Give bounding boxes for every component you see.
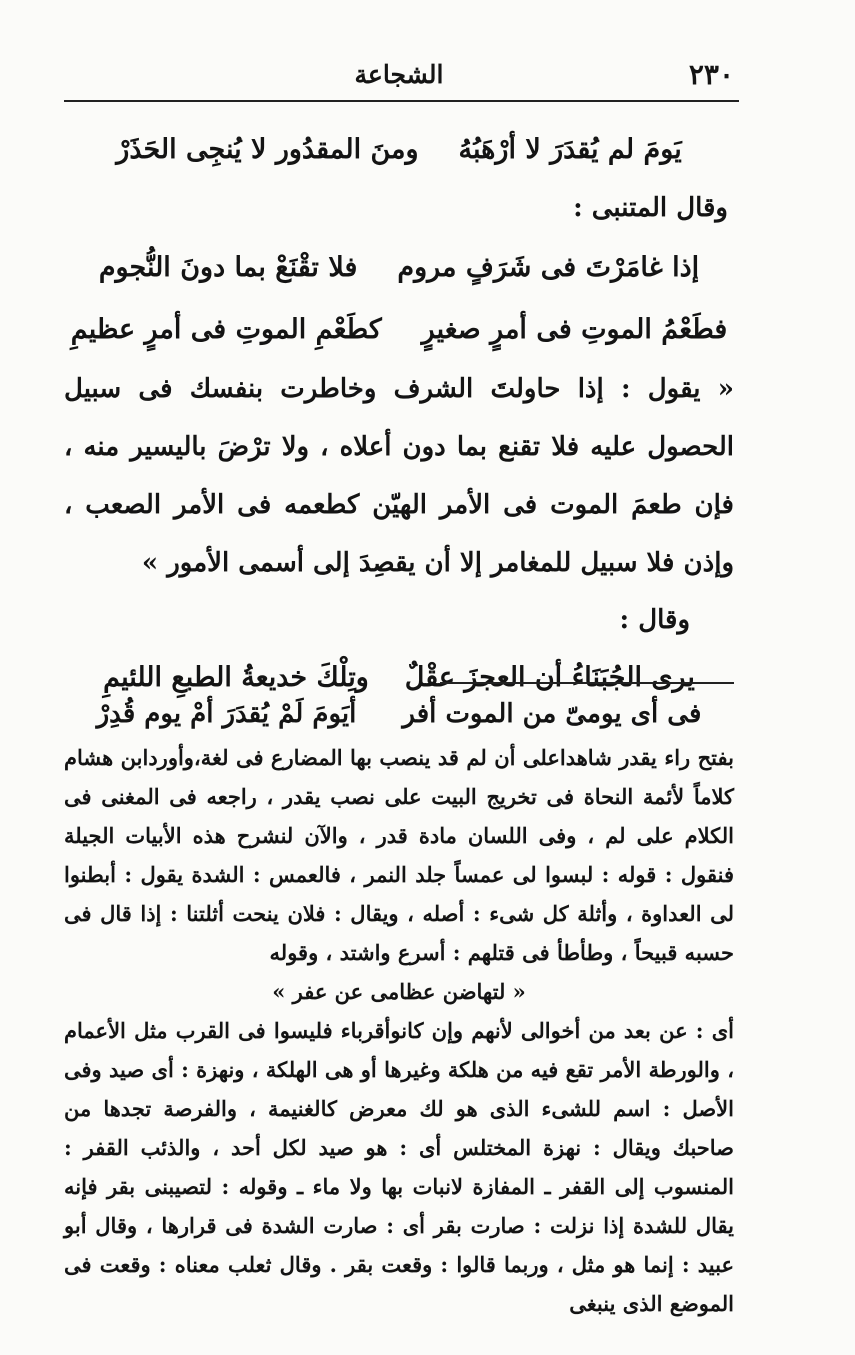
commentary-text: « يقول : إذا حاولتَ الشرف وخاطرت بنفسك فى سبيل الحصول عليه فلا تقنع بما دون أعلاه ، ولا ترْضَ باليسير منه ، فإن طعمَ الموت فى الأمر الهيّن كطعمه فى الأمر الصعب ، وإذن فلا سبيل للمغامر إلا أن يقصِدَ إلى أسمى الأمور » <box>64 374 734 578</box>
footnote-text: أى : عن بعد من أخوالى لأنهم وإن كانوأقرباء فليسوا فى القرب مثل الأعمام ، والورطة الأمر تقع فيه من هلكة وغيرها أو هى الهلكة ، ونهزة : أى صيد وفى الأصل : اسم للشىء الذى هو لك معرض كالغنيمة ، والفرصة تجدها من صاحبك ويقال : نهزة المختلس أى : هو صيد لكل أحد ، والذئب القفر : المنسوب إلى القفر ـ المفازة لانبات بها ولا ماء ـ وقوله : لتصيبنى بقر فإنه يقال للشدة إذا نزلت : صارت بقر أى : صارت الشدة فى قرارها ، وقال أبو عبيد : إنما هو مثل ، وربما قالوا : وقعت بقر . وقال ثعلب معناه : وقعت فى الموضع الذى ينبغى <box>64 1018 734 1316</box>
footnote-rule <box>440 682 734 684</box>
page-number: ٢٣٠ <box>688 58 734 91</box>
verse-first-hemistich: فى أى يومىّ من الموت أفر <box>402 699 702 729</box>
verse-first-hemistich: يرى الجُبَنَاءُ أن العجزَ عقْلٌ <box>404 661 695 693</box>
verse-intro: وقال : <box>619 605 690 635</box>
verse-first-hemistich: يَومَ لم يُقدَرَ لا أرْهَبُهُ <box>458 133 682 165</box>
verse-line <box>64 236 734 298</box>
verse-second-hemistich: كطَعْمِ الموتِ فى أمرٍ عظيمِ <box>70 313 382 345</box>
footnote-paragraph <box>64 738 734 972</box>
footnote-quote: « لتهاضن عظامى عن عفر » <box>272 979 526 1004</box>
verse-line <box>64 118 734 180</box>
header-rule <box>64 100 739 102</box>
verse-first-hemistich: فطَعْمُ الموتِ فى أمرٍ صغيرٍ <box>421 313 728 345</box>
footnote-paragraph <box>64 1011 734 1323</box>
commentary-paragraph <box>64 360 734 592</box>
verse-line <box>64 298 734 360</box>
running-title: الشجاعة <box>354 60 444 89</box>
verse-second-hemistich: فلا تقْنَعْ بما دونَ النُّجوم <box>98 251 358 283</box>
footnotes <box>64 690 734 1323</box>
footnote-verse <box>64 690 734 738</box>
verse-second-hemistich: أيَومَ لَمْ يُقدَرَ أمْ يوم قُدِرْ <box>96 699 357 729</box>
main-text <box>64 118 734 706</box>
verse-first-hemistich: إذا غامَرْتَ فى شَرَفٍ مروم <box>397 251 700 283</box>
running-header <box>64 58 734 98</box>
footnote-text: بفتح راء يقدر شاهداعلى أن لم قد ينصب بها المضارع فى لغة،وأوردابن هشام كلاماً لأئمة النحاة فى تخريج البيت على نصب يقدر ، راجعه فى المغنى فى الكلام على لم ، وفى اللسان مادة قدر ، والآن لنشرح هذه الأبيات الجيلة فنقول : قوله : لبسوا لى عمساً جلد النمر ، فالعمس : الشدة يقول : أبطنوا لى العداوة ، وأثلة كل شىء : أصله ، ويقال : فلان ينحت أثلتنا : إذا قال فى حسبه قبيحاً ، وطأطأ فى قتلهم : أسرع واشتد ، وقوله <box>64 745 734 965</box>
verse-intro: وقال المتنبى : <box>573 193 728 223</box>
verse-second-hemistich: وتِلْكَ خديعةُ الطبعِ اللئيمِ <box>103 661 369 693</box>
verse-second-hemistich: ومنَ المقدُور لا يُنجِى الحَذَرْ <box>116 133 419 165</box>
